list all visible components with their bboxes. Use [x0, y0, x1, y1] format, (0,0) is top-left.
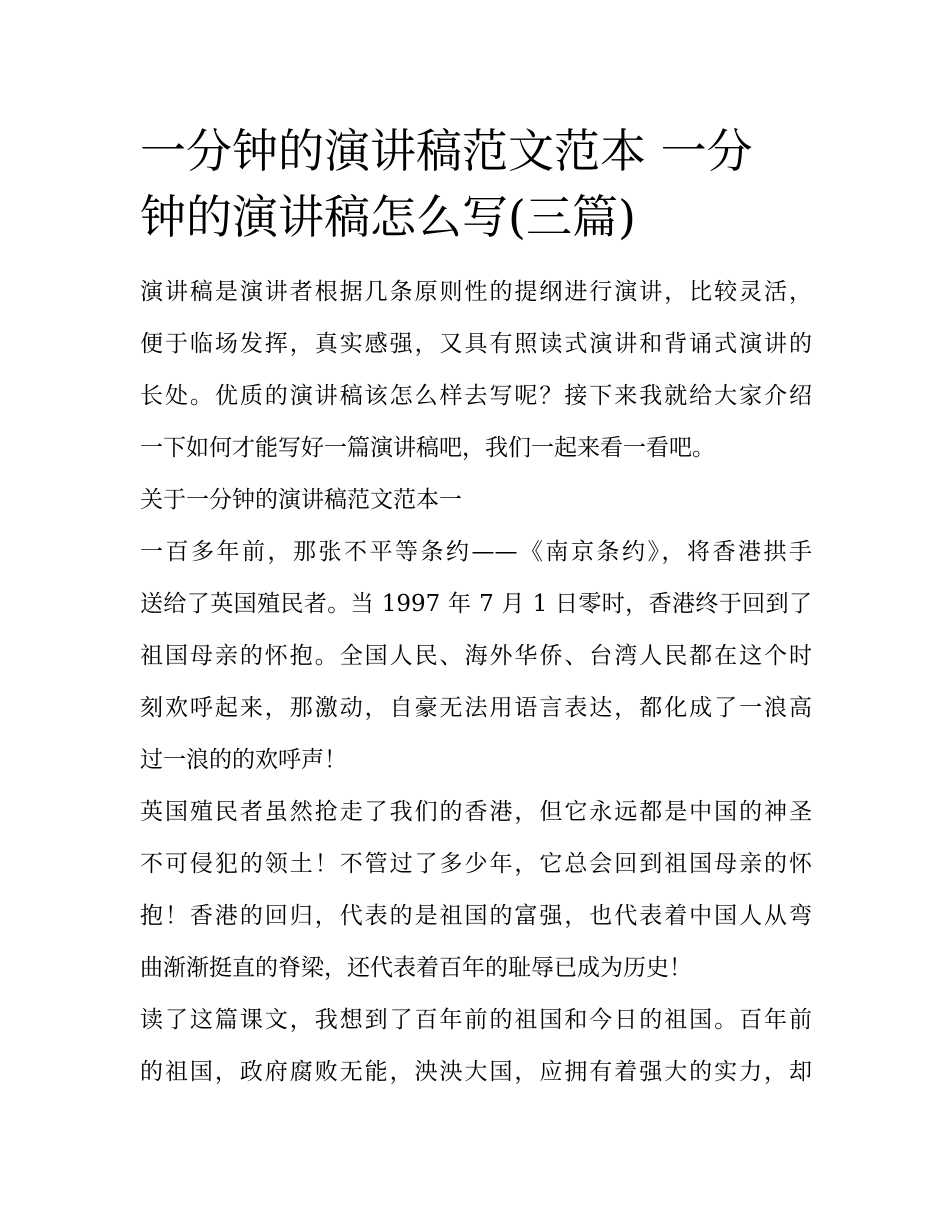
title-line-2: 钟的演讲稿怎么写(三篇): [140, 190, 636, 244]
body-text-line: 曲渐渐挺直的脊梁，还代表着百年的耻辱已成为历史！: [140, 955, 692, 981]
body-text-line: 英国殖民者虽然抢走了我们的香港，但它永远都是中国的神圣: [140, 799, 812, 825]
body-text-line: 过一浪的的欢呼声！: [140, 747, 347, 773]
document-body: [140, 266, 812, 1098]
body-text-line: 刻欢呼起来，那激动，自豪无法用语言表达，都化成了一浪高: [140, 695, 812, 721]
body-text-line: 的祖国，政府腐败无能，泱泱大国，应拥有着强大的实力，却: [140, 1059, 812, 1085]
document-content: [140, 118, 812, 1098]
body-text-line: 一下如何才能写好一篇演讲稿吧，我们一起来看一看吧。: [140, 435, 715, 461]
body-text-line: 便于临场发挥，真实感强，又具有照读式演讲和背诵式演讲的: [140, 331, 812, 357]
body-text-line: 一百多年前，那张不平等条约——《南京条约》，将香港拱手: [140, 539, 812, 565]
body-text-line: 祖国母亲的怀抱。全国人民、海外华侨、台湾人民都在这个时: [140, 643, 812, 669]
body-text-line: 不可侵犯的领土！不管过了多少年，它总会回到祖国母亲的怀: [140, 851, 812, 877]
body-text-line: 抱！香港的回归，代表的是祖国的富强，也代表着中国人从弯: [140, 903, 812, 929]
body-text-line: 送给了英国殖民者。当 1997 年 7 月 1 日零时，香港终于回到了: [140, 591, 812, 617]
body-text-line: 读了这篇课文，我想到了百年前的祖国和今日的祖国。百年前: [140, 1007, 812, 1033]
body-text-line: 长处。优质的演讲稿该怎么样去写呢？接下来我就给大家介绍: [140, 383, 812, 409]
title-line-1: 一分钟的演讲稿范文范本 一分: [140, 124, 753, 178]
body-text-line: 演讲稿是演讲者根据几条原则性的提纲进行演讲，比较灵活，: [140, 279, 812, 305]
body-text-line: 关于一分钟的演讲稿范文范本一: [140, 487, 462, 513]
document-title: [140, 118, 812, 250]
